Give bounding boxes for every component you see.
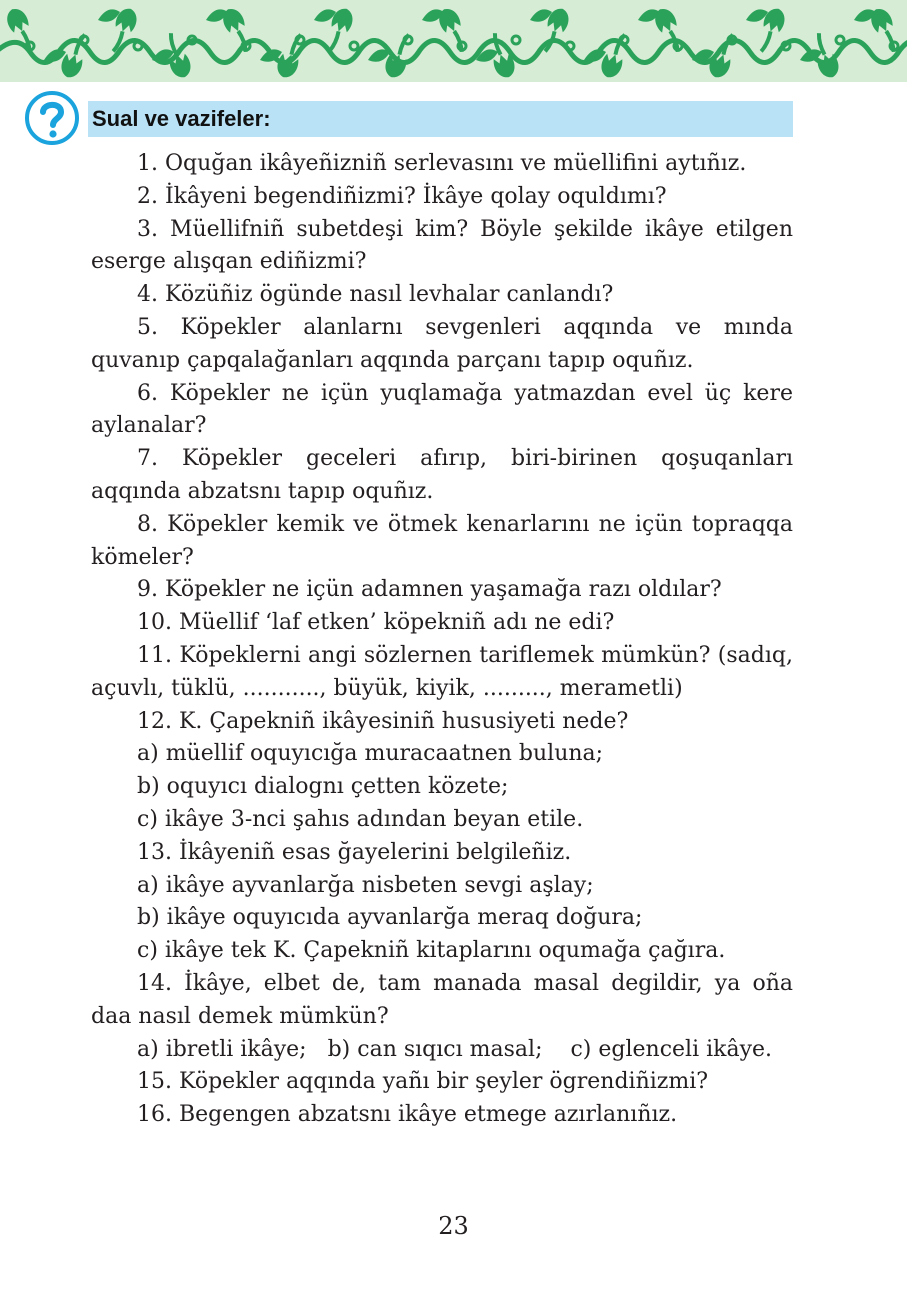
question-13: 13. İkâyeniñ esas ğayelerini belgileñiz. xyxy=(137,839,572,865)
question-14-option-c: c) eglenceli ikâye. xyxy=(570,1036,773,1062)
question-13-option-a: a) ikâye ayvanlarğa nisbeten sevgi aşlay; xyxy=(137,872,594,898)
question-12-option-c: c) ikâye 3-nci şahıs adından beyan etile. xyxy=(137,806,584,832)
question-6: 6. Köpekler ne içün yuqlamağa yatmazdan evel üç kere aylanalar? xyxy=(91,380,793,439)
question-7: 7. Köpekler geceleri afırıp, biri-birinen qoşuqanları aqqında abzatsnı tapıp oquñız. xyxy=(91,446,793,504)
question-12-option-a: a) müellif oquyıcığa muracaatnen buluna; xyxy=(137,741,604,767)
floral-ornament-icon xyxy=(0,0,907,82)
question-16: 16. Begengen abzatsnı ikâye etmege azırlanıñız. xyxy=(137,1102,678,1128)
question-11: 11. Köpeklerni angi sözlernen tariflemek mümkün? (sadıq, açuvlı, tüklü, ..........., büyük, kiyik, ........., merametli) xyxy=(91,642,793,701)
section-heading: Sual ve vazifeler: xyxy=(92,106,271,131)
question-8: 8. Köpekler kemik ve ötmek kenarlarını ne içün topraqqa kömeler? xyxy=(91,511,793,570)
section-heading-bar xyxy=(88,101,793,137)
question-14: 14. İkâye, elbet de, tam manada masal degildir, ya oña daa nasıl demek mümkün? xyxy=(91,970,793,1029)
floral-ornament-banner xyxy=(0,0,907,82)
question-14-option-b: b) can sıqıcı masal; xyxy=(327,1036,543,1062)
question-2: 2. İkâyeni begendiñizmi? İkâye qolay oquldımı? xyxy=(137,183,667,209)
question-13-option-c: c) ikâye tek K. Çapekniñ kitaplarını oqumağa çağıra. xyxy=(137,938,726,964)
page-number: 23 xyxy=(438,1212,469,1240)
question-5: 5. Köpekler alanlarnı sevgenleri aqqında ve mında quvanıp çapqalağanları aqqında parçanı tapıp oquñız. xyxy=(91,314,793,373)
question-14-option-a: a) ibretli ikâye; xyxy=(137,1036,307,1062)
question-1: 1. Oquğan ikâyeñizniñ serlevasını ve müellifini aytıñız. xyxy=(137,151,747,176)
question-4: 4. Közüñiz ögünde nasıl levhalar canlandı? xyxy=(137,282,614,308)
question-9: 9. Köpekler ne içün adamnen yaşamağa razı oldılar? xyxy=(137,577,722,603)
questions-list xyxy=(91,148,793,1132)
question-3: 3. Müellifniñ subetdeşi kim? Böyle şekilde ikâye etilgen eserge alışqan ediñizmi? xyxy=(91,216,793,275)
question-12: 12. K. Çapekniñ ikâyesiniñ hususiyeti nede? xyxy=(137,708,629,734)
question-13-option-b: b) ikâye oquyıcıda ayvanlarğa meraq doğura; xyxy=(137,905,643,931)
question-10: 10. Müellif ‘laf etken’ köpekniñ adı ne edi? xyxy=(137,610,615,636)
question-14-options xyxy=(91,1034,793,1067)
question-12-option-b: b) oquyıcı dialognı çetten közete; xyxy=(137,774,509,800)
question-15: 15. Köpekler aqqında yañı bir şeyler ögrendiñizmi? xyxy=(137,1069,709,1095)
question-mark-icon xyxy=(24,90,80,146)
